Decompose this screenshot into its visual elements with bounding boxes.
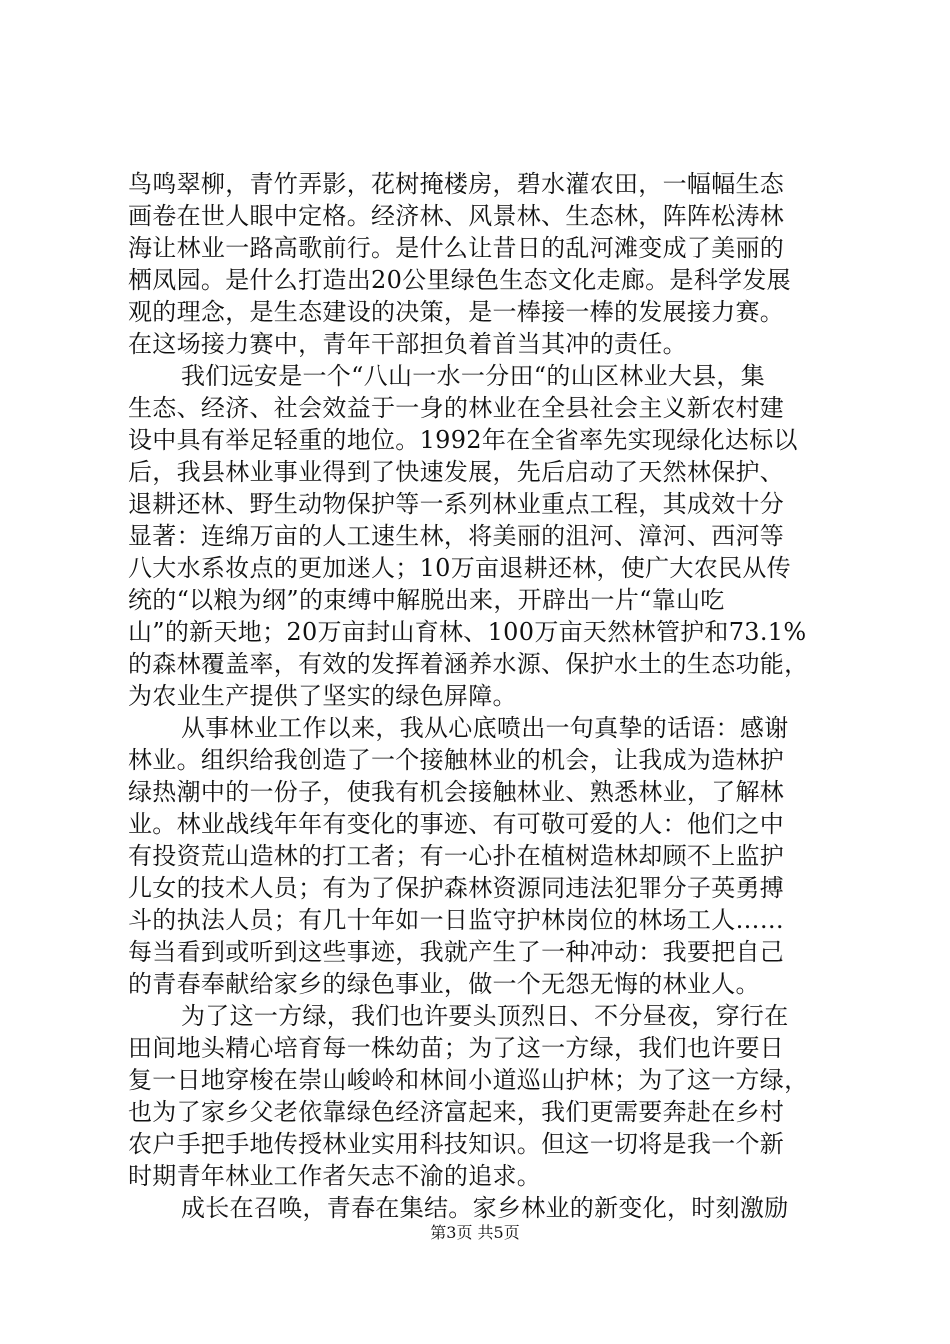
text-line: 也为了家乡父老依靠绿色经济富起来，我们更需要奔赴在乡村: [128, 1098, 785, 1126]
text-line: 显著：连绵万亩的人工速生林，将美丽的沮河、漳河、西河等: [128, 522, 785, 550]
text-line: 每当看到或听到这些事迹，我就产生了一种冲动：我要把自己: [128, 938, 785, 966]
text-line: 我们远安是一个“八山一水一分田“的山区林业大县，集: [181, 362, 766, 390]
page-footer: 第3页 共5页: [430, 1223, 520, 1242]
text-line: 的青春奉献给家乡的绿色事业，做一个无怨无悔的林业人。: [128, 970, 760, 998]
text-line: 观的理念，是生态建设的决策，是一棒接一棒的发展接力赛。: [128, 298, 785, 326]
text-line: 复一日地穿梭在崇山峻岭和林间小道巡山护林；为了这一方绿，: [128, 1066, 809, 1094]
text-line: 时期青年林业工作者矢志不渝的追求。: [128, 1162, 542, 1190]
text-line: 设中具有举足轻重的地位。1992年在全省率先实现绿化达标以: [128, 426, 798, 454]
text-line: 后，我县林业事业得到了快速发展，先后启动了天然林保护、: [128, 458, 785, 486]
text-line: 栖凤园。是什么打造出20公里绿色生态文化走廊。是科学发展: [128, 266, 791, 294]
text-line: 在这场接力赛中，青年干部担负着首当其冲的责任。: [128, 330, 687, 358]
text-line: 绿热潮中的一份子，使我有机会接触林业、熟悉林业，了解林: [128, 778, 785, 806]
text-line: 统的“以粮为纲”的束缚中解脱出来，开辟出一片“靠山吃: [128, 586, 725, 614]
text-line: 田间地头精心培育每一株幼苗；为了这一方绿，我们也许要日: [128, 1034, 785, 1062]
text-line: 山”的新天地；20万亩封山育林、100万亩天然林管护和73.1%: [128, 618, 807, 646]
text-line: 海让林业一路高歌前行。是什么让昔日的乱河滩变成了美丽的: [128, 234, 785, 262]
text-line: 从事林业工作以来，我从心底喷出一句真挚的话语：感谢: [181, 714, 789, 742]
text-line: 儿女的技术人员；有为了保护森林资源同违法犯罪分子英勇搏: [128, 874, 785, 902]
text-line: 为了这一方绿，我们也许要头顶烈日、不分昼夜，穿行在: [181, 1002, 789, 1030]
text-line: 鸟鸣翠柳，青竹弄影，花树掩楼房，碧水灌农田，一幅幅生态: [128, 170, 785, 198]
text-line: 林业。组织给我创造了一个接触林业的机会，让我成为造林护: [128, 746, 785, 774]
text-line: 成长在召唤，青春在集结。家乡林业的新变化，时刻激励: [181, 1194, 789, 1222]
text-line: 生态、经济、社会效益于一身的林业在全县社会主义新农村建: [128, 394, 785, 422]
text-line: 业。林业战线年年有变化的事迹、有可敬可爱的人：他们之中: [128, 810, 785, 838]
text-line: 画卷在世人眼中定格。经济林、风景林、生态林，阵阵松涛林: [128, 202, 785, 230]
text-line: 退耕还林、野生动物保护等一系列林业重点工程，其成效十分: [128, 490, 785, 518]
body-text: [128, 168, 840, 1224]
text-line: 的森林覆盖率，有效的发挥着涵养水源、保护水土的生态功能，: [128, 650, 809, 678]
text-line: 斗的执法人员；有几十年如一日监守护林岗位的林场工人……: [128, 906, 785, 934]
text-line: 八大水系妆点的更加迷人；10万亩退耕还林，使广大农民从传: [128, 554, 791, 582]
text-line: 为农业生产提供了坚实的绿色屏障。: [128, 682, 517, 710]
text-line: 有投资荒山造林的打工者；有一心扑在植树造林却顾不上监护: [128, 842, 785, 870]
text-line: 农户手把手地传授林业实用科技知识。但这一切将是我一个新: [128, 1130, 785, 1158]
